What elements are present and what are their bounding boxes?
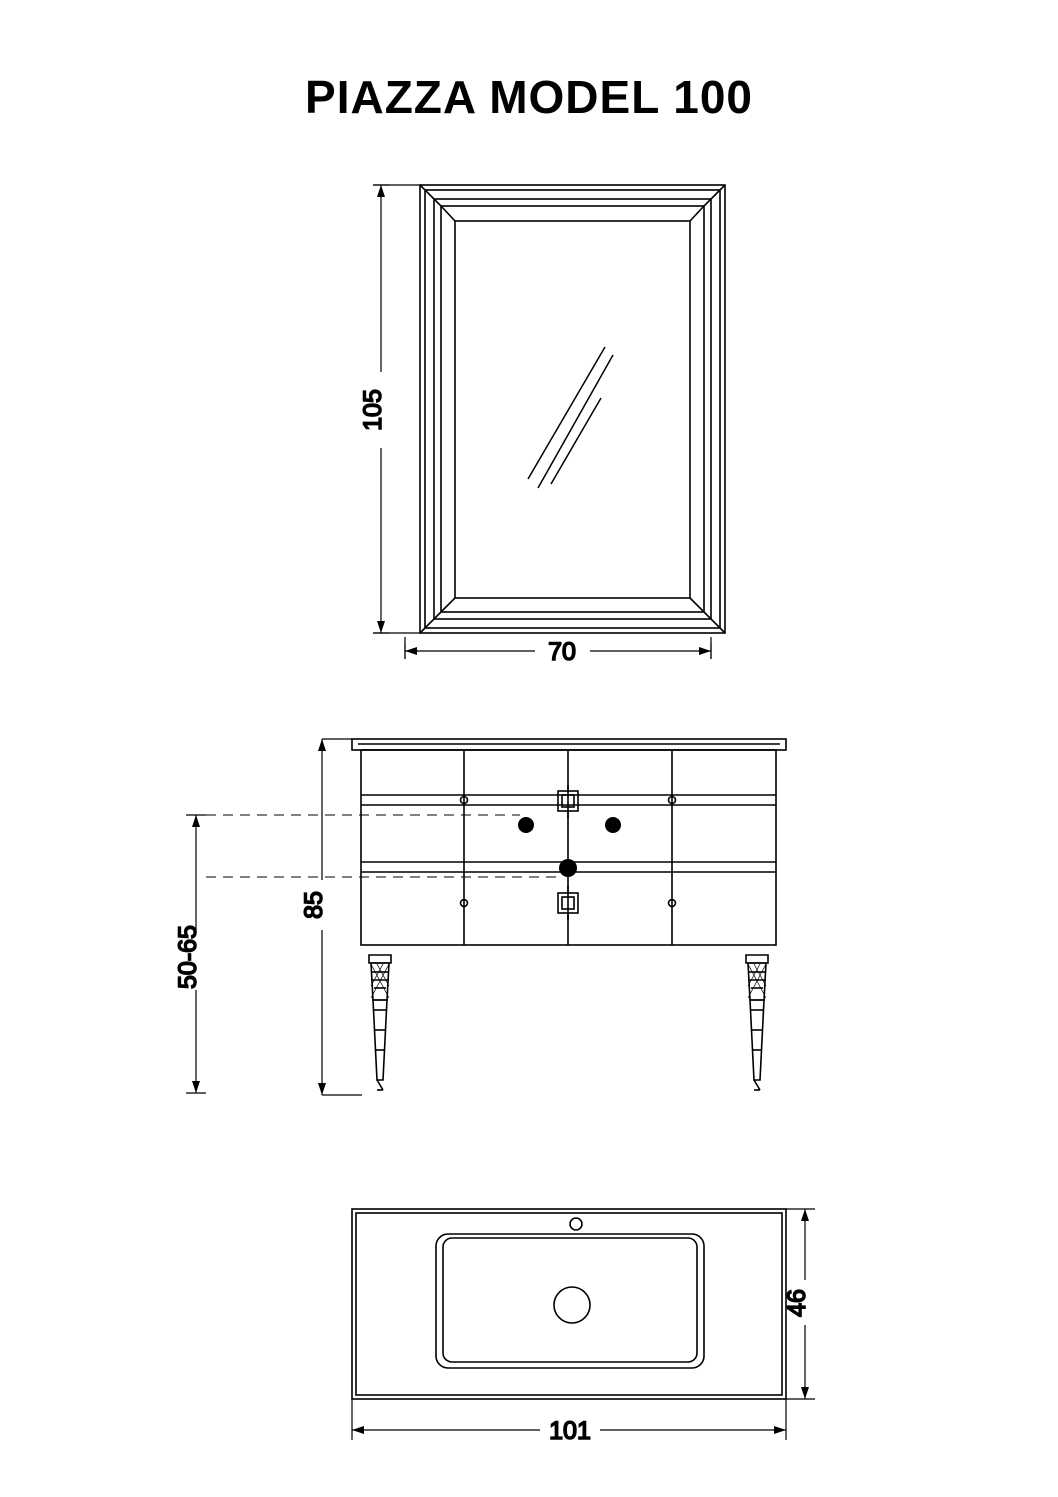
dimension-floor-range-label: 50-65 — [174, 925, 202, 989]
mirror-reflection-lines — [528, 347, 613, 488]
dimension-cabinet-height-label: 85 — [300, 891, 328, 919]
dimension-mirror-height-label: 105 — [359, 389, 387, 431]
dimension-floor-range — [186, 815, 560, 1093]
dimension-mirror-width-label: 70 — [548, 638, 576, 666]
vanity-leg-left — [369, 955, 391, 1090]
mirror-elevation — [420, 185, 725, 633]
page-title: PIAZZA MODEL 100 — [305, 71, 753, 123]
dimension-basin-depth-label: 46 — [783, 1289, 811, 1317]
vanity-leg-right — [746, 955, 768, 1090]
dimension-basin-width-label: 101 — [549, 1417, 591, 1445]
basin-top-view — [352, 1209, 786, 1399]
vanity-front-elevation — [352, 739, 786, 1090]
